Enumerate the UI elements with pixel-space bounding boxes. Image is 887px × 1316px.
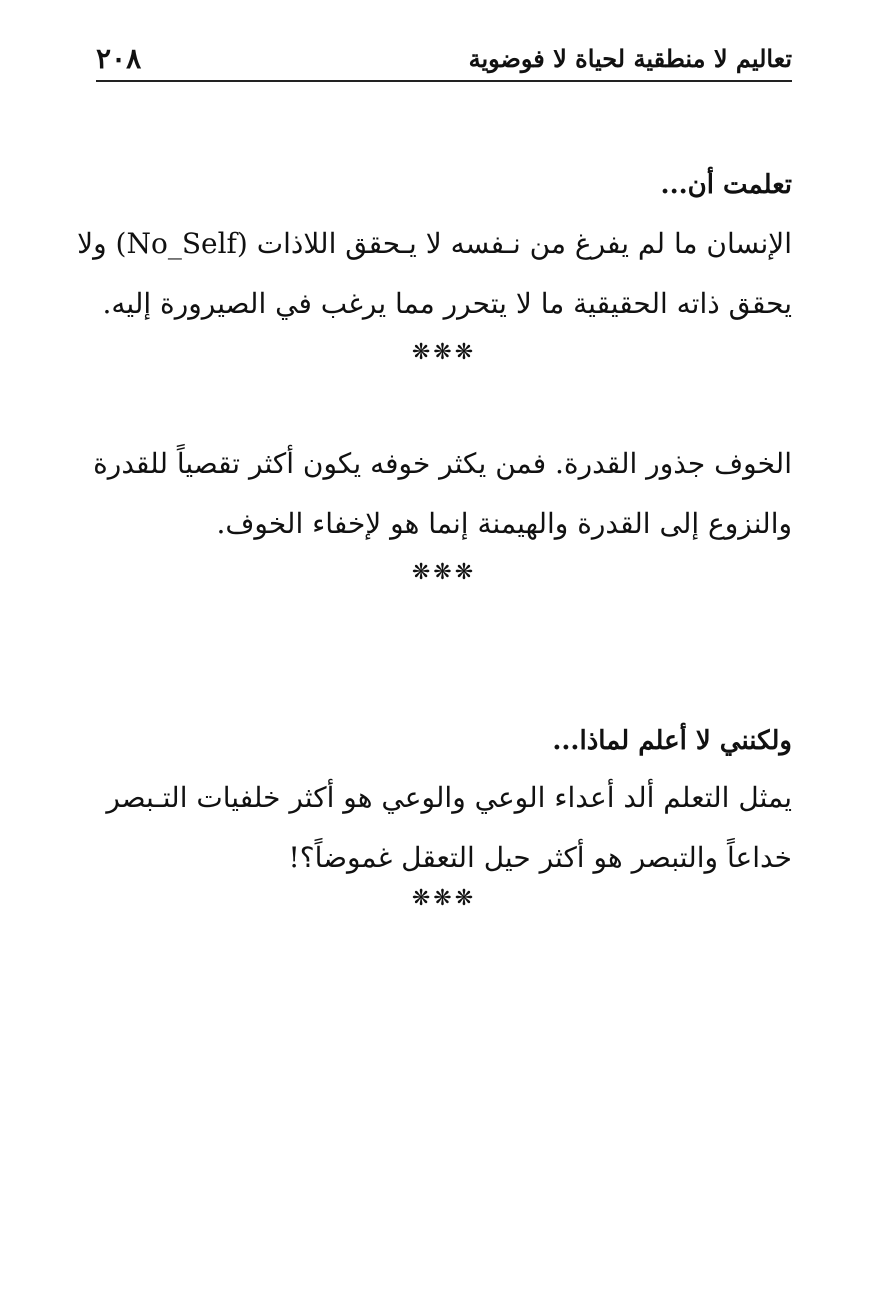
paragraph-no-self [77,214,792,334]
section-heading-learned: تعلمت أن... [660,170,792,200]
page-number: ٢٠٨ [96,42,142,75]
book-title: تعاليم لا منطقية لحياة لا فوضوية [468,44,792,73]
section-heading-dont-know-why: ولكنني لا أعلم لماذا... [552,726,792,756]
paragraph-learning [96,768,792,888]
section-separator: ❋❋❋ [411,560,477,585]
paragraph-line: والنزوع إلى القدرة والهيمنة إنما هو لإخفاء الخوف. [216,507,792,540]
page-header [96,40,792,82]
section-separator: ❋❋❋ [411,886,477,911]
paragraph-line: خداعاً والتبصر هو أكثر حيل التعقل غموضاً؟! [288,841,792,874]
section-separator: ❋❋❋ [411,340,477,365]
paragraph-line: الخوف جذور القدرة. فمن يكثر خوفه يكون أكثر تقصياً للقدرة [93,447,792,480]
paragraph-fear [93,434,792,554]
paragraph-line: يحقق ذاته الحقيقية ما لا يتحرر مما يرغب في الصيرورة إليه. [102,287,792,320]
paragraph-line: الإنسان ما لم يفرغ من نـفسه لا يـحقق اللاذات (No_Self) ولا [77,227,792,260]
paragraph-line: يمثل التعلم ألد أعداء الوعي والوعي هو أكثر خلفيات التـبصر [106,781,792,814]
